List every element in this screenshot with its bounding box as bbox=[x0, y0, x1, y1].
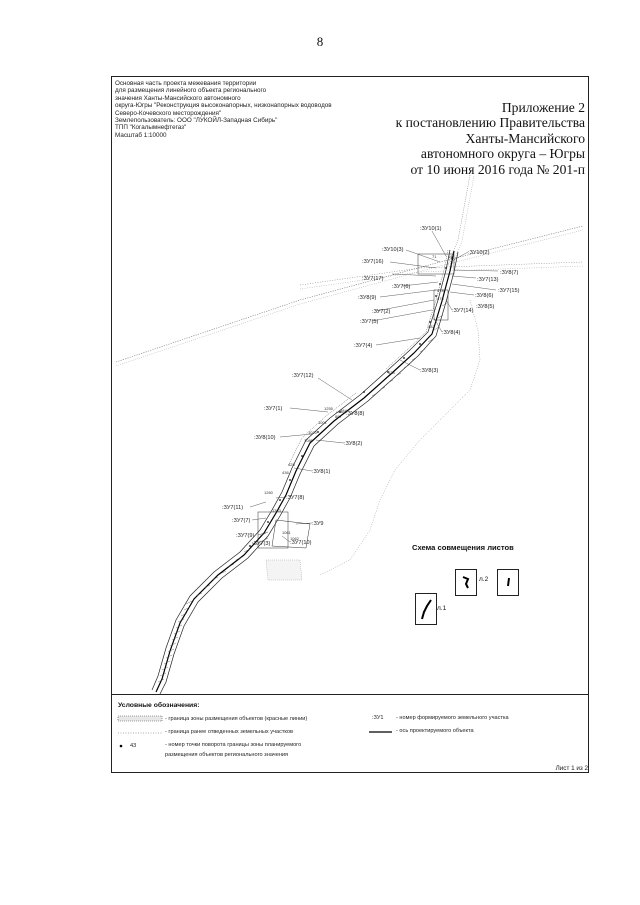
legend-sample-point: 43 bbox=[130, 743, 137, 749]
legend-title: Условные обозначения: bbox=[118, 702, 200, 709]
header-line: ТПП "Когалымнефтегаз" bbox=[115, 124, 187, 132]
header-line: значения Ханты-Мансийского автономного bbox=[115, 94, 241, 102]
parcel-label: :ЗУ7(6) bbox=[392, 284, 411, 290]
legend-sample-parcel: :ЗУ1 bbox=[372, 715, 384, 721]
parcel-label: :ЗУ7(12) bbox=[292, 373, 314, 379]
point-number: 482 bbox=[428, 324, 435, 329]
parcel-label: :ЗУ7(3) bbox=[252, 541, 271, 547]
parcel-label: :ЗУ7(2) bbox=[372, 309, 391, 315]
point-number: 19 bbox=[448, 254, 453, 259]
legend-item: - ось проектируемого объекта bbox=[396, 728, 474, 734]
header-line: Основная часть проекта межевания территории bbox=[115, 80, 257, 87]
point-number: 1255 bbox=[324, 406, 333, 411]
parcel-label: :ЗУ7(11) bbox=[222, 505, 244, 511]
point-number: 1020 bbox=[308, 430, 317, 435]
legend-item: - номер формируемого земельного участка bbox=[396, 715, 509, 721]
point-number: 884 bbox=[340, 408, 347, 413]
appendix-line: Ханты-Мансийского bbox=[465, 130, 585, 146]
point-number: 428 bbox=[388, 370, 395, 375]
parcel-label: :ЗУ8(7) bbox=[500, 270, 519, 276]
page-number: 8 bbox=[316, 34, 324, 49]
parcel-label: :ЗУ8(5) bbox=[476, 304, 495, 310]
legend-item: - граница зоны размещения объектов (красные линии) bbox=[165, 716, 308, 722]
appendix-line: автономного округа – Югры bbox=[420, 146, 585, 162]
parcel-label: :ЗУ7(15) bbox=[498, 288, 520, 294]
legend-item: размещения объектов регионального значения bbox=[165, 752, 289, 758]
sheet-1-label: л.1 bbox=[437, 605, 447, 612]
point-number: 71 bbox=[432, 254, 437, 259]
point-number: 1001 bbox=[318, 420, 327, 425]
point-number: 478 bbox=[437, 288, 444, 293]
point-number: 887 bbox=[335, 414, 342, 419]
point-number: 425 bbox=[288, 462, 295, 467]
parcel-label: :ЗУ10(2) bbox=[468, 250, 490, 256]
header-line: округа-Югры "Реконструкция высоконапорных, низконапорных водоводов bbox=[115, 102, 332, 110]
parcel-label: :ЗУ7(14) bbox=[452, 308, 474, 314]
point-number: 1061 bbox=[282, 530, 291, 535]
point-number: 436 bbox=[282, 470, 289, 475]
appendix-line: от 10 июня 2016 года № 201-п bbox=[410, 161, 585, 177]
header-line: Землепользователь: ООО "ЛУКОЙЛ-Западная Сибирь" bbox=[115, 117, 278, 125]
point-number: 1333 bbox=[272, 508, 281, 513]
scale-line: Масштаб 1:10000 bbox=[115, 131, 167, 139]
legend-item: - граница ранее отведенных земельных участков bbox=[165, 729, 294, 735]
parcel-label: :ЗУ7(8) bbox=[286, 495, 305, 501]
parcel-label: :ЗУ10(1) bbox=[420, 226, 442, 232]
header-line: Северо-Кочевского месторождения" bbox=[115, 109, 222, 117]
corridor-zone-symbol bbox=[118, 716, 162, 721]
parcel-label: :ЗУ7(7) bbox=[232, 518, 251, 524]
sheet-counter: Лист 1 из 2 bbox=[555, 765, 588, 772]
turning-point-symbol bbox=[120, 745, 123, 748]
point-number: 1260 bbox=[264, 490, 273, 495]
parcel-label: :ЗУ7(1) bbox=[264, 406, 283, 412]
header-line: для размещения линейного объекта регионального bbox=[115, 87, 267, 95]
parcel-label: :ЗУ8(3) bbox=[420, 368, 439, 374]
parcel-label: :ЗУ9 bbox=[312, 521, 324, 527]
parcel-label: :ЗУ7(16) bbox=[362, 259, 384, 265]
legend-item: - номер точки поворота границы зоны планируемого bbox=[165, 742, 302, 748]
parcel-label: :ЗУ8(4) bbox=[442, 330, 461, 336]
parcel-label: :ЗУ8(10) bbox=[254, 435, 276, 441]
parcel-label: :ЗУ7(13) bbox=[477, 277, 499, 283]
parcel-label: :ЗУ8(1) bbox=[312, 469, 331, 475]
parcel-label: :ЗУ8(9) bbox=[358, 295, 377, 301]
appendix-line: Приложение 2 bbox=[501, 100, 585, 115]
parcel-label: :ЗУ7(4) bbox=[354, 343, 373, 349]
point-number: 479 bbox=[437, 296, 444, 301]
parcel-label: :ЗУ8(8) bbox=[346, 411, 365, 417]
parcel-label: :ЗУ7(17) bbox=[362, 276, 384, 282]
point-number: 1062 bbox=[290, 536, 299, 541]
sheet-scheme-title: Схема совмещения листов bbox=[412, 543, 514, 552]
appendix-line: к постановлению Правительства bbox=[395, 115, 585, 131]
parcel-label: :ЗУ8(2) bbox=[344, 441, 363, 447]
parcel-label: :ЗУ7(5) bbox=[360, 319, 379, 325]
parcel-label: :ЗУ7(10) bbox=[290, 540, 312, 546]
parcel-label: :ЗУ8(6) bbox=[475, 293, 494, 299]
parcel-label: :ЗУ7(9) bbox=[236, 533, 255, 539]
parcel-label: :ЗУ10(3) bbox=[382, 247, 404, 253]
sheet-2-label: л.2 bbox=[479, 576, 489, 583]
point-number: 1086 bbox=[304, 438, 313, 443]
